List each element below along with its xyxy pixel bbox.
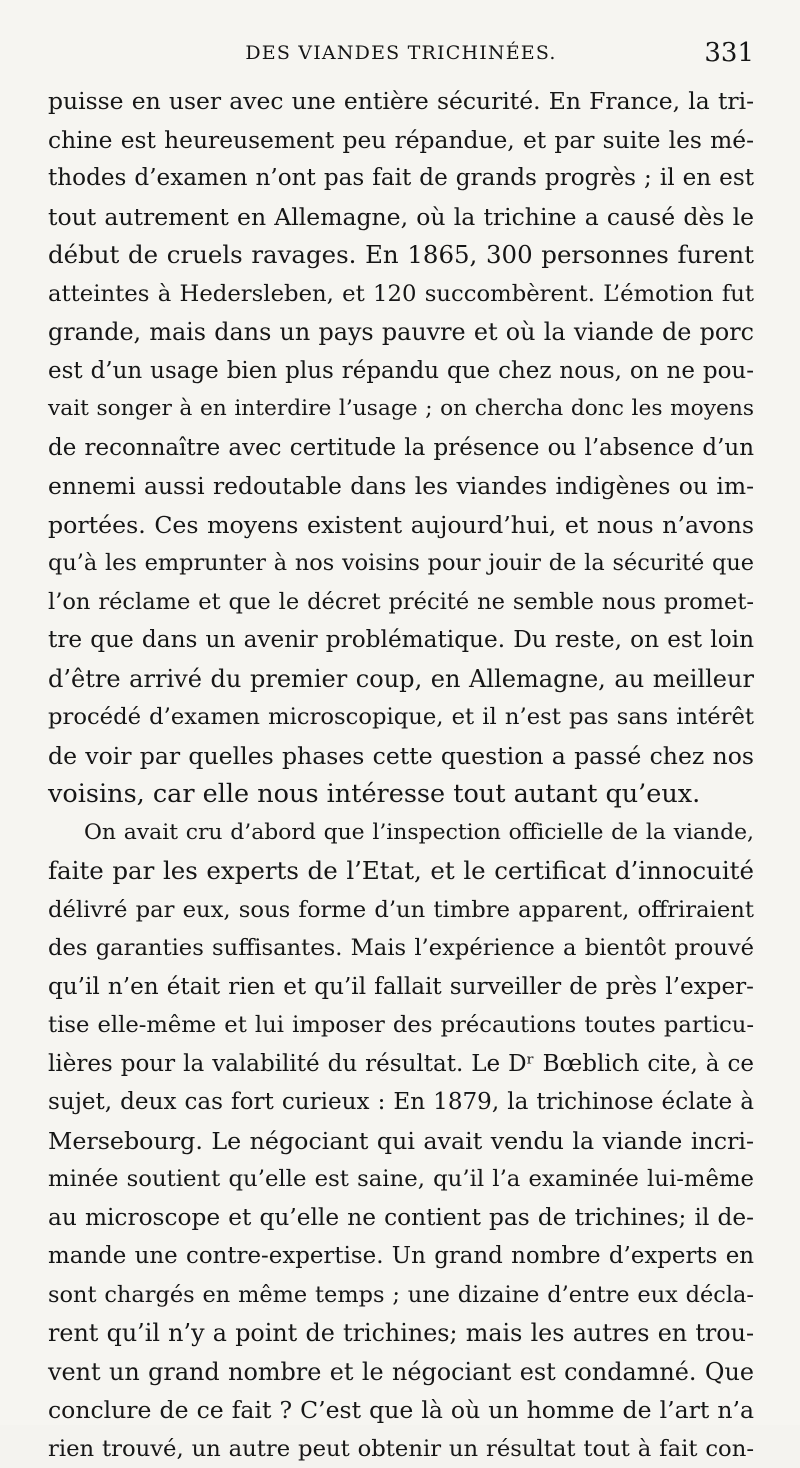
running-title: DES VIANDES TRICHINÉES. [48, 42, 754, 64]
text-line-paragraph-start: On avait cru d’abord que l’inspection officielle de la viande, [48, 814, 754, 853]
text-line: conclure de ce fait ? C’est que là où un homme de l’art n’a [48, 1391, 754, 1430]
text-line: chine est heureusement peu répandue, et par suite les mé- [48, 121, 754, 160]
text-line: ennemi aussi redoutable dans les viandes indigènes ou im- [48, 467, 754, 506]
text-line: début de cruels ravages. En 1865, 300 personnes furent [48, 236, 754, 275]
text-line: grande, mais dans un pays pauvre et où la viande de porc [48, 313, 754, 352]
text-line: puisse en user avec une entière sécurité. En France, la tri- [48, 82, 754, 121]
text-line: faite par les experts de l’Etat, et le certificat d’innocuité [48, 852, 754, 891]
text-line: est d’un usage bien plus répandu que chez nous, on ne pou- [48, 352, 754, 391]
text-line: rien trouvé, un autre peut obtenir un résultat tout à fait con- [48, 1430, 754, 1468]
text-line: mande une contre-expertise. Un grand nombre d’experts en [48, 1237, 754, 1276]
text-line: portées. Ces moyens existent aujourd’hui, et nous n’avons [48, 506, 754, 545]
text-line: sujet, deux cas fort curieux : En 1879, la trichinose éclate à [48, 1083, 754, 1122]
text-line: l’on réclame et que le décret précité ne semble nous promet- [48, 583, 754, 622]
body-text [48, 82, 754, 1468]
text-line: au microscope et qu’elle ne contient pas de trichines; il de- [48, 1199, 754, 1238]
running-head [48, 38, 754, 78]
text-line: de voir par quelles phases cette question a passé chez nos [48, 737, 754, 776]
text-line-paragraph-end: voisins, car elle nous intéresse tout autant qu’eux. [48, 775, 754, 814]
text-line: minée soutient qu’elle est saine, qu’il l’a examinée lui-même [48, 1160, 754, 1199]
text-line: Mersebourg. Le négociant qui avait vendu la viande incri- [48, 1122, 754, 1161]
text-line: rent qu’il n’y a point de trichines; mais les autres en trou- [48, 1314, 754, 1353]
text-line: qu’à les emprunter à nos voisins pour jouir de la sécurité que [48, 544, 754, 583]
text-line: thodes d’examen n’ont pas fait de grands progrès ; il en est [48, 159, 754, 198]
text-line: tise elle-même et lui imposer des précautions toutes particu- [48, 1006, 754, 1045]
text-line: procédé d’examen microscopique, et il n’est pas sans intérêt [48, 698, 754, 737]
text-line: tout autrement en Allemagne, où la trichine a causé dès le [48, 198, 754, 237]
text-line: délivré par eux, sous forme d’un timbre apparent, offriraient [48, 891, 754, 930]
text-line: lières pour la valabilité du résultat. Le Dʳ Bœblich cite, à ce [48, 1045, 754, 1084]
text-line: atteintes à Hedersleben, et 120 succombèrent. L’émotion fut [48, 275, 754, 314]
text-line: vent un grand nombre et le négociant est condamné. Que [48, 1353, 754, 1392]
text-line: vait songer à en interdire l’usage ; on chercha donc les moyens [48, 390, 754, 429]
page-number: 331 [704, 38, 754, 68]
text-line: tre que dans un avenir problématique. Du reste, on est loin [48, 621, 754, 660]
text-line: qu’il n’en était rien et qu’il fallait surveiller de près l’exper- [48, 968, 754, 1007]
text-line: de reconnaître avec certitude la présence ou l’absence d’un [48, 429, 754, 468]
text-line: sont chargés en même temps ; une dizaine d’entre eux décla- [48, 1276, 754, 1315]
text-line: des garanties suffisantes. Mais l’expérience a bientôt prouvé [48, 929, 754, 968]
text-line: d’être arrivé du premier coup, en Allemagne, au meilleur [48, 660, 754, 699]
